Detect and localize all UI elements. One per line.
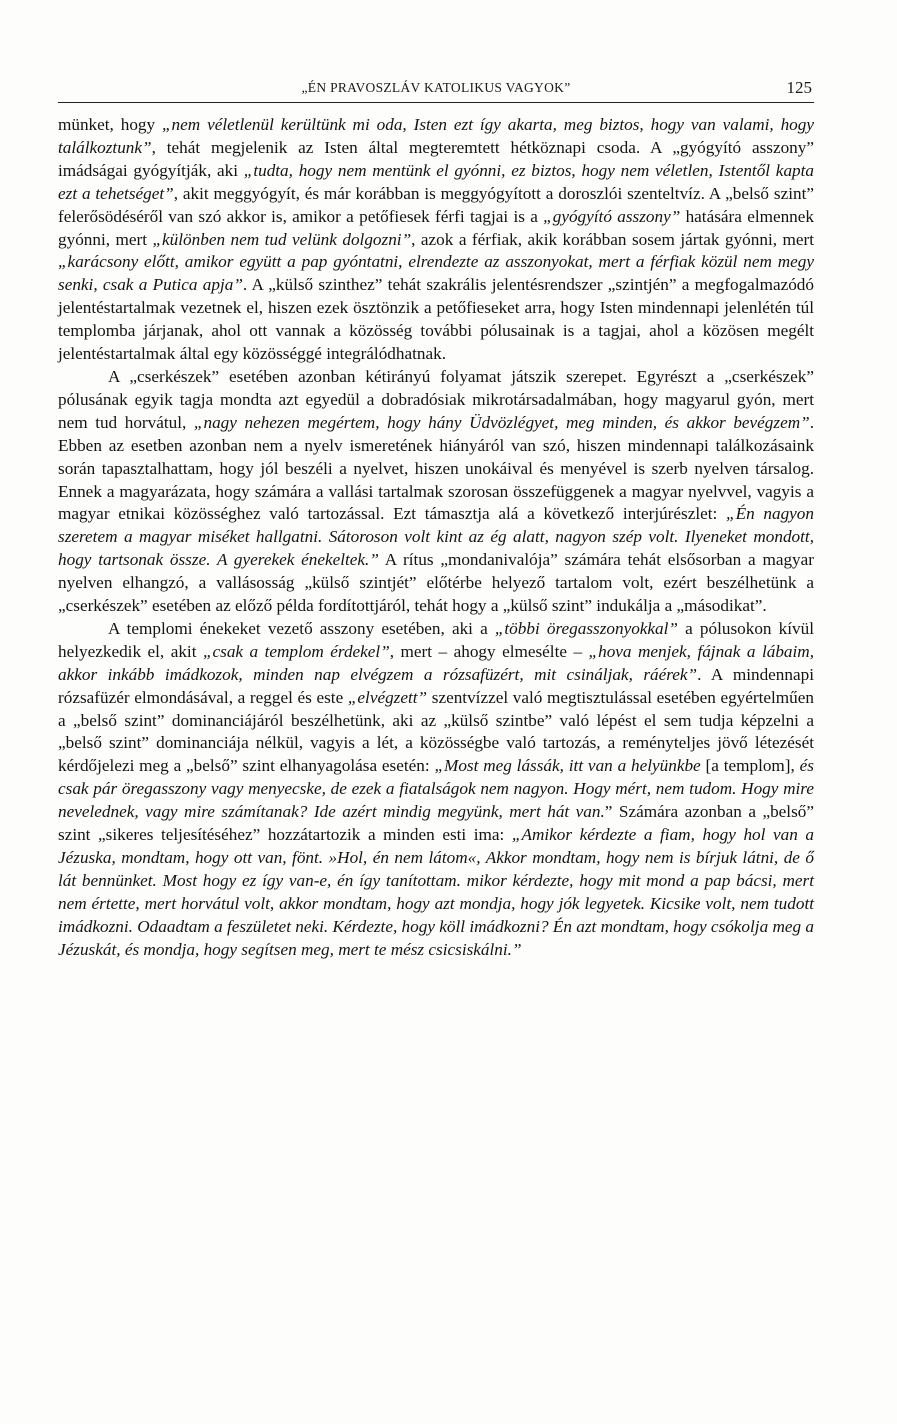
text-run: a pólusokon kívül helyezkedik el, akit <box>58 618 814 661</box>
text-run: szentvízzel való megtisztulással esetében egyértelműen a „belső szint” dominanciájáról beszélhetünk, aki az „külső szintbe” való lépést el sem tudja képzelni a „belső szint” dominanciája nélkül, vagyis a lét, a közösségbe való tartozás, a reményteljes jövő létezését kérdőjelezi meg a „belső” szint elhanyagolása esetén: <box>58 687 814 776</box>
italic-quote: „gyógyító asszony” <box>543 206 681 226</box>
italic-quote: „tudta, hogy nem mentünk el gyónni, ez biztos, hogy nem véletlen, Istentől kapta ezt a tehetséget” <box>58 160 814 203</box>
page-number: 125 <box>786 78 812 97</box>
text-run: A templomi énekeket vezető asszony esetében, aki a <box>108 618 495 638</box>
text-run: A „cserkészek” esetében azonban kétirányú folyamat játszik szerepet. Egyrészt a „cserkészek” pólusának egyik tagja mondta azt egyedül a dobradósiak mikrotársadalmában, hogy magyarul gyón, mert nem tud horvátul, <box>58 366 814 432</box>
italic-quote: „karácsony előtt, amikor együtt a pap gyóntatni, elrendezte az asszonyokat, mert a férfiak közül nem megy senki, csak a Putica apja” <box>58 252 814 295</box>
body-text <box>58 114 814 962</box>
paragraph <box>58 114 814 366</box>
paragraph <box>58 618 814 962</box>
text-run: , mert – ahogy elmesélte – <box>389 641 589 661</box>
text-run: . Ebben az esetben azonban nem a nyelv ismeretének hiányáról van szó, hiszen mindennapi találkozásaink során tapasztalhattam, hogy jól beszéli a nyelvet, hiszen unokáival és menyével is szerb nyelven társalog. Ennek a magyarázata, hogy számára a vallási tartalmak szorosan összefüggenek a magyar nyelvvel, vagyis a magyar etnikai közösséghez való tartozással. Ezt támasztja alá a következő interjúrészlet: <box>58 412 814 524</box>
text-run: . A „külső szinthez” tehát szakrális jelentésrendszer „szintjén” a megfogalmazódó jelentéstartalmak vezetnek el, hiszen ezek ösztönzik a petőfieseket arra, hogy Isten mindennapi jelenlétén túl templomba járjanak, ahol ott vannak a közösség további pólusainak is a tagjai, ahol a közösen megélt jelentéstartalmak által egy közösséggé integrálódhatnak. <box>58 275 814 364</box>
paragraph <box>58 366 814 618</box>
italic-quote: és csak pár öregasszony vagy menyecske, de ezek a fiatalságok nem nagyon. Hogy mért, nem tudom. Hogy mire nevelednek, vagy mire számítanak? Ide azért mindig megyünk, mert hát van. <box>58 756 814 822</box>
text-run: ” Számára azonban a „belső” szint „sikeres teljesítéséhez” hozzátartozik a minden esti ima: <box>58 802 814 845</box>
italic-quote: „elvégzett” <box>347 687 428 707</box>
text-run: , akit meggyógyít, és már korábban is meggyógyított a doroszlói szenteltvíz. A „belső szint” felerősödéséről van szó akkor is, amikor a petőfiesek férfi tagjai is a <box>58 183 814 226</box>
text-run: münket, hogy <box>58 115 162 134</box>
italic-quote: „Most meg lássák, itt van a helyünkbe <box>434 756 701 776</box>
text-run: . A mindennapi rózsafüzér elmondásával, a reggel és este <box>58 664 814 707</box>
running-header <box>58 78 814 103</box>
italic-quote: „Én nagyon szeretem a magyar miséket hallgatni. Sátoroson volt kint az ég alatt, nagyon szép volt. Ilyeneket mondott, hogy tartsonak össze. A gyerekek énekeltek.” <box>58 504 814 570</box>
italic-quote: „nem véletlenül kerültünk mi oda, Isten ezt így akarta, meg biztos, hogy van valami, hogy találkoztunk” <box>58 115 814 157</box>
italic-quote: „hova menjek, fájnak a lábaim, akkor inkább imádkozok, minden nap elvégzem a rózsafüzért, mit csináljak, ráérek” <box>58 641 814 684</box>
italic-quote: „Amikor kérdezte a fiam, hogy hol van a Jézuska, mondtam, hogy ott van, fönt. »Hol, én nem látom«, Akkor mondtam, hogy nem is bírjuk látni, de ő lát bennünket. Most hogy ez így van-e, én így tanítottam. mikor kérdezte, hogy mit mond a pap bácsi, mert nem értette, mert horvátul volt, akkor mondtam, hogy azt mondja, hogy jók legyetek. Kicsike volt, nem tudott imádkozni. Odaadtam a feszületet neki. Kérdezte, hogy köll imádkozni? Én azt mondtam, hogy csókolja meg a Jézuskát, és mondja, hogy segítsen meg, mert te mész csicsiskálni.” <box>58 825 814 959</box>
italic-quote: „különben nem tud velünk dolgozni” <box>152 229 412 249</box>
text-run: , azok a férfiak, akik korábban sosem jártak gyónni, mert <box>411 229 814 249</box>
text-run: , tehát megjelenik az Isten által megteremtett hétköznapi csoda. A „gyógyító asszony” imádságai gyógyítják, aki <box>58 137 814 180</box>
chapter-title: „ÉN PRAVOSZLÁV KATOLIKUS VAGYOK” <box>301 80 571 95</box>
italic-quote: „csak a templom érdekel” <box>202 641 390 661</box>
italic-quote: „nagy nehezen megértem, hogy hány Üdvözlégyet, meg minden, és akkor bevégzem” <box>193 412 810 432</box>
italic-quote: „többi öregasszonyokkal” <box>494 618 678 638</box>
text-run: [a templom], <box>700 756 800 776</box>
text-run: A rítus „mondanivalója” számára tehát elsősorban a magyar nyelven elhangzó, a vallásosság „külső szintjét” előtérbe helyező tartalom volt, ezért beszélhetünk a „cserkészek” esetében az előző példa fordítottjáról, tehát hogy a „külső szint” indukálja a „másodikat”. <box>58 550 814 616</box>
text-run: hatására elmennek gyónni, mert <box>58 206 814 249</box>
